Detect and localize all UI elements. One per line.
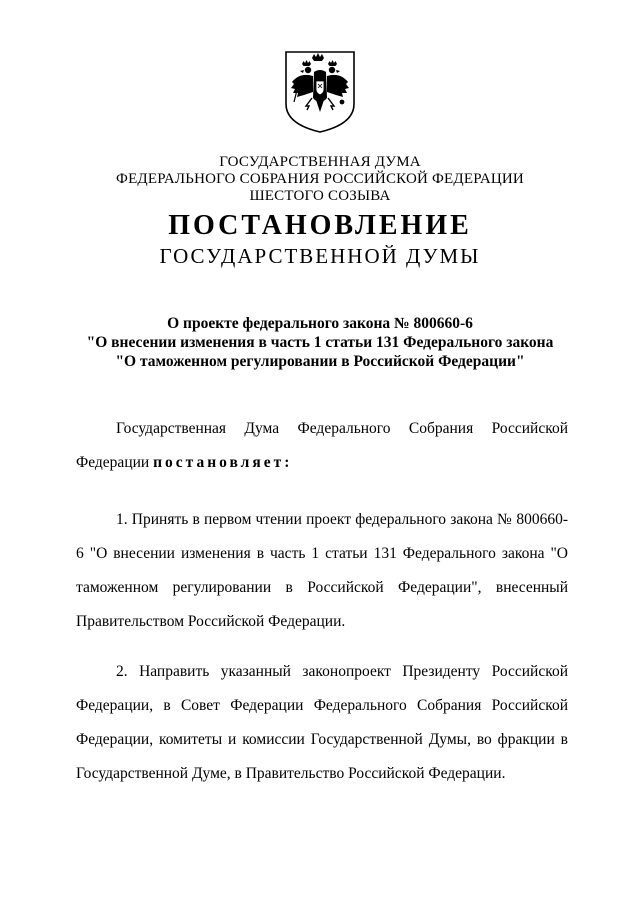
document-type-title: ПОСТАНОВЛЕНИЕ [168,210,472,241]
double-headed-eagle-icon [282,48,358,134]
issuer-title: ГОСУДАРСТВЕННОЙ ДУМЫ [159,244,481,268]
document-subject [0,314,640,371]
subject-line-2: "О внесении изменения в часть 1 статьи 131 Федерального закона [86,334,554,351]
resolution-item-2: 2. Направить указанный законопроект Президенту Российской Федерации, в Совет Федерации Федерального Собрания Российской Федерации, комитеты и комиссии Государственной Думы, во фракции в Государственной Думе, в Правительство Российской Федерации. [76,663,568,782]
preamble-text: Государственная Дума Федерального Собрания Российской Федерации [76,420,568,471]
header-line-1: ГОСУДАРСТВЕННАЯ ДУМА [219,154,421,170]
subject-line-3: "О таможенном регулировании в Российской Федерации" [115,353,525,370]
resolution-body [76,412,568,791]
coat-of-arms-emblem [282,48,358,134]
header-line-2: ФЕДЕРАЛЬНОГО СОБРАНИЯ РОССИЙСКОЙ ФЕДЕРАЦИИ [116,171,524,187]
resolves-keyword: постановляет: [153,454,293,471]
subject-line-1: О проекте федерального закона № 800660-6 [167,315,473,332]
preamble-paragraph [76,412,568,480]
header-line-3: ШЕСТОГО СОЗЫВА [249,188,391,204]
resolution-item-1: 1. Принять в первом чтении проект федерального закона № 800660-6 "О внесении изменения в часть 1 статьи 131 Федерального закона "О таможенном регулировании в Российской Федерации", внесенный Правительством Российской Федерации. [76,511,568,630]
document-header [0,154,640,205]
